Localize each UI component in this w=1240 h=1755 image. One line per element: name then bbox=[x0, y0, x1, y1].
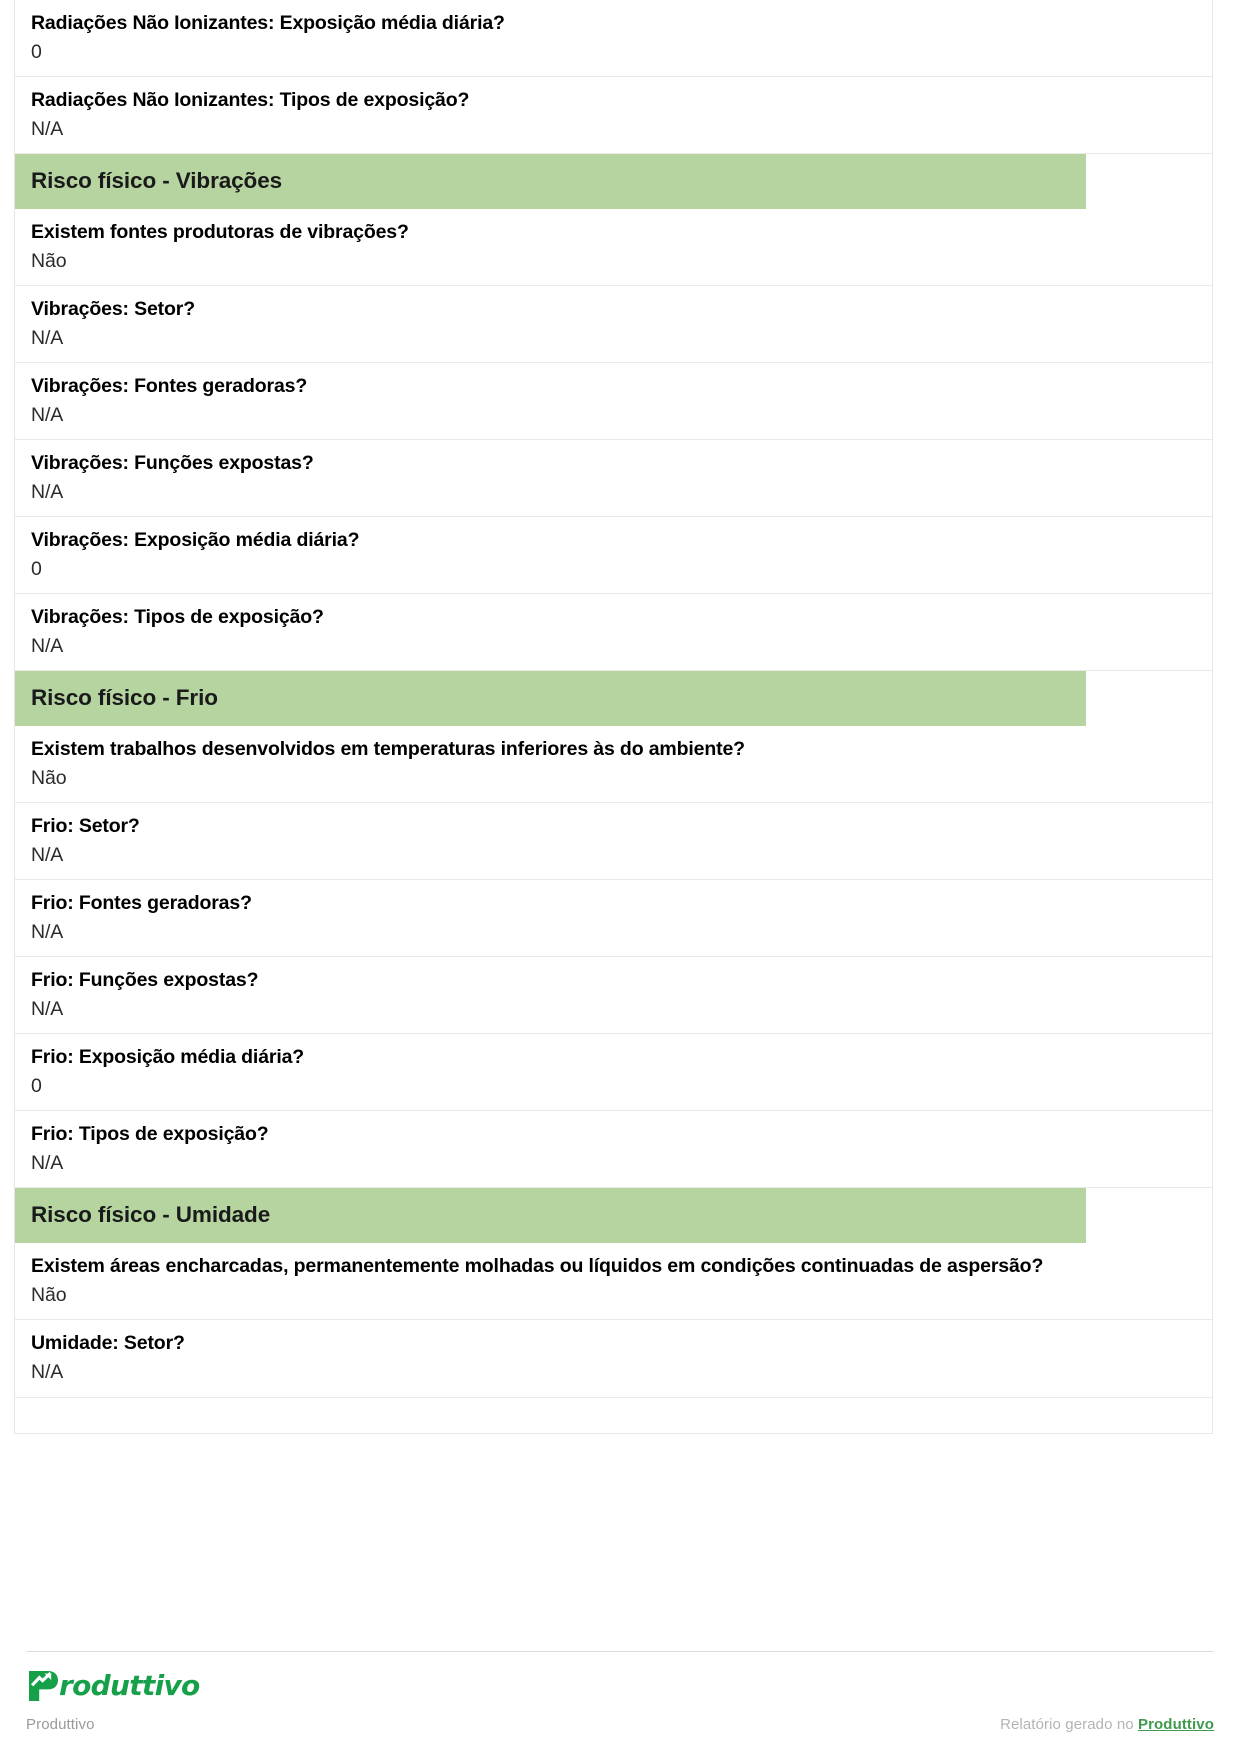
qa-row bbox=[15, 1111, 1212, 1188]
qa-answer: 0 bbox=[31, 40, 42, 63]
qa-row bbox=[15, 726, 1212, 803]
qa-answer: N/A bbox=[31, 634, 64, 657]
footer-bottom-bar bbox=[26, 1716, 1214, 1733]
section-header: Risco físico - Umidade bbox=[15, 1188, 1086, 1243]
qa-question: Frio: Funções expostas? bbox=[31, 969, 259, 992]
qa-answer: N/A bbox=[31, 480, 64, 503]
qa-row bbox=[15, 1243, 1212, 1320]
qa-answer: 0 bbox=[31, 557, 42, 580]
qa-answer: N/A bbox=[31, 998, 64, 1021]
qa-answer: N/A bbox=[31, 403, 64, 426]
qa-answer: Não bbox=[31, 249, 67, 272]
qa-answer: Não bbox=[31, 766, 67, 789]
qa-question: Vibrações: Fontes geradoras? bbox=[31, 375, 308, 398]
qa-row bbox=[15, 594, 1212, 671]
qa-row bbox=[15, 77, 1212, 154]
qa-question: Existem trabalhos desenvolvidos em temperaturas inferiores às do ambiente? bbox=[31, 738, 745, 761]
qa-question: Frio: Tipos de exposição? bbox=[31, 1123, 269, 1146]
qa-row bbox=[15, 363, 1212, 440]
qa-row bbox=[15, 957, 1212, 1034]
qa-answer: N/A bbox=[31, 1152, 64, 1175]
qa-row bbox=[15, 286, 1212, 363]
qa-row bbox=[15, 1034, 1212, 1111]
qa-row bbox=[15, 440, 1212, 517]
qa-row bbox=[15, 209, 1212, 286]
qa-row bbox=[15, 880, 1212, 957]
qa-question: Existem fontes produtoras de vibrações? bbox=[31, 221, 409, 244]
logo-wordmark: roduttivo bbox=[59, 1669, 200, 1702]
qa-question: Radiações Não Ionizantes: Tipos de exposição? bbox=[31, 89, 470, 112]
qa-answer: N/A bbox=[31, 843, 64, 866]
page-footer bbox=[26, 1651, 1214, 1733]
qa-question: Vibrações: Tipos de exposição? bbox=[31, 606, 324, 629]
qa-answer: Não bbox=[31, 1284, 67, 1307]
footer-generated-prefix: Relatório gerado no bbox=[1000, 1716, 1138, 1733]
qa-answer: N/A bbox=[31, 1361, 64, 1384]
footer-company-name: Produttivo bbox=[26, 1716, 95, 1733]
footer-produttivo-link[interactable]: Produttivo bbox=[1138, 1716, 1214, 1733]
content-tail-spacer bbox=[15, 1398, 1212, 1434]
qa-answer: 0 bbox=[31, 1075, 42, 1098]
qa-question: Radiações Não Ionizantes: Exposição média diária? bbox=[31, 12, 505, 34]
qa-row bbox=[15, 1320, 1212, 1397]
section-header: Risco físico - Vibrações bbox=[15, 154, 1086, 209]
qa-question: Vibrações: Funções expostas? bbox=[31, 452, 314, 475]
qa-row bbox=[15, 517, 1212, 594]
footer-generated-note bbox=[1000, 1716, 1214, 1733]
qa-question: Umidade: Setor? bbox=[31, 1332, 185, 1355]
qa-row bbox=[15, 803, 1212, 880]
qa-question: Frio: Fontes geradoras? bbox=[31, 892, 252, 915]
qa-question: Frio: Setor? bbox=[31, 815, 140, 838]
qa-question: Existem áreas encharcadas, permanentemente molhadas ou líquidos em condições continuadas de aspersão? bbox=[31, 1255, 1044, 1278]
footer-logo bbox=[26, 1668, 1214, 1704]
produttivo-logo-icon bbox=[26, 1669, 60, 1703]
qa-question: Vibrações: Exposição média diária? bbox=[31, 529, 360, 552]
qa-row bbox=[15, 0, 1212, 77]
qa-question: Frio: Exposição média diária? bbox=[31, 1046, 305, 1069]
qa-answer: N/A bbox=[31, 326, 64, 349]
qa-answer: N/A bbox=[31, 117, 64, 140]
report-content bbox=[14, 0, 1213, 1434]
qa-question: Vibrações: Setor? bbox=[31, 298, 195, 321]
qa-answer: N/A bbox=[31, 921, 64, 943]
section-header: Risco físico - Frio bbox=[15, 671, 1086, 726]
